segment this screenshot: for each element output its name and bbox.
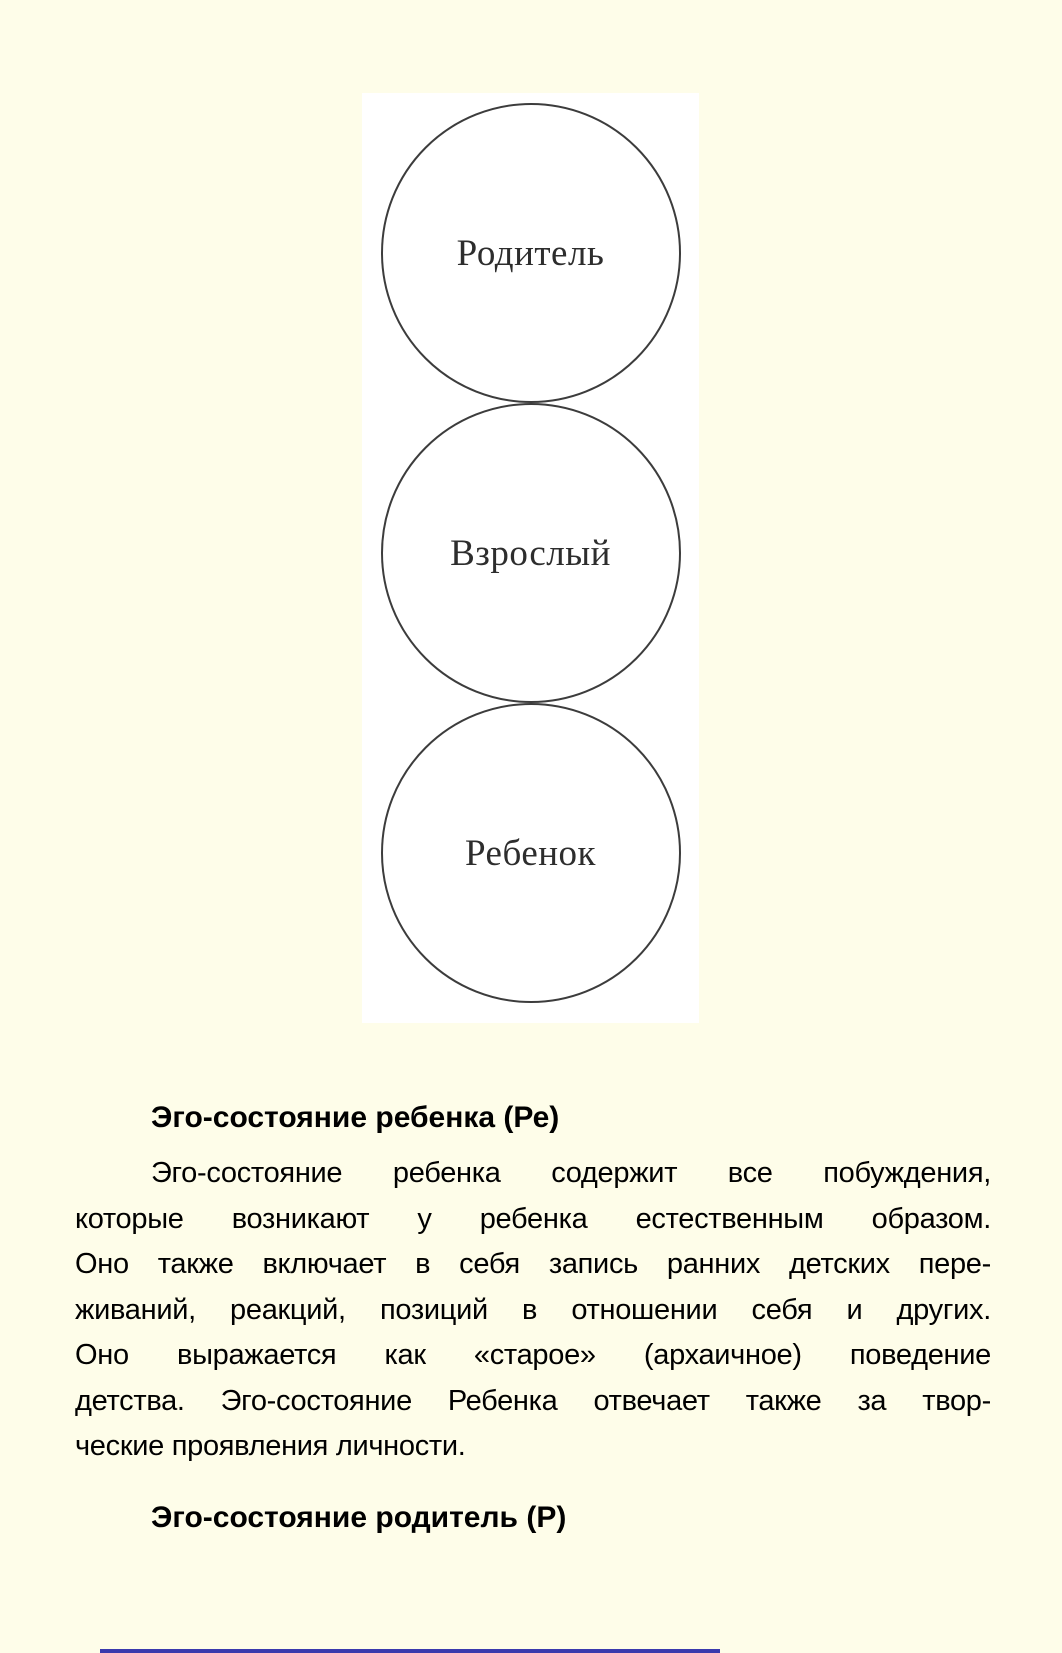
ego-circle-parent [381,103,681,403]
paragraph-line: Оно выражается как «старое» (архаичное) поведение [75,1339,991,1371]
paragraph-child-ego-state [75,1151,991,1470]
heading-parent-ego-state: Эго-состояние родитель (Р) [151,1500,567,1534]
ego-circle-child [381,703,681,1003]
paragraph-line: ческие проявления личности. [75,1430,466,1462]
ego-states-diagram [362,93,699,1023]
paragraph-line: Оно также включает в себя запись ранних детских пере- [75,1248,991,1280]
circle-label-adult: Взрослый [450,532,611,574]
paragraph-line: детства. Эго-состояние Ребенка отвечает также за твор- [75,1384,991,1417]
cutoff-blue-line [100,1649,720,1653]
paragraph-line: которые возникают у ребенка естественным образом. [75,1202,991,1235]
circle-label-parent: Родитель [456,232,605,274]
text-block [75,1098,991,1538]
circle-label-child: Ребенок [464,832,597,874]
ego-circle-adult [381,403,681,703]
paragraph-line: Эго-состояние ребенка содержит все побуждения, [151,1157,991,1189]
paragraph-line: живаний, реакций, позиций в отношении себя и других. [75,1293,991,1326]
heading-child-ego-state: Эго-состояние ребенка (Ре) [151,1101,560,1134]
